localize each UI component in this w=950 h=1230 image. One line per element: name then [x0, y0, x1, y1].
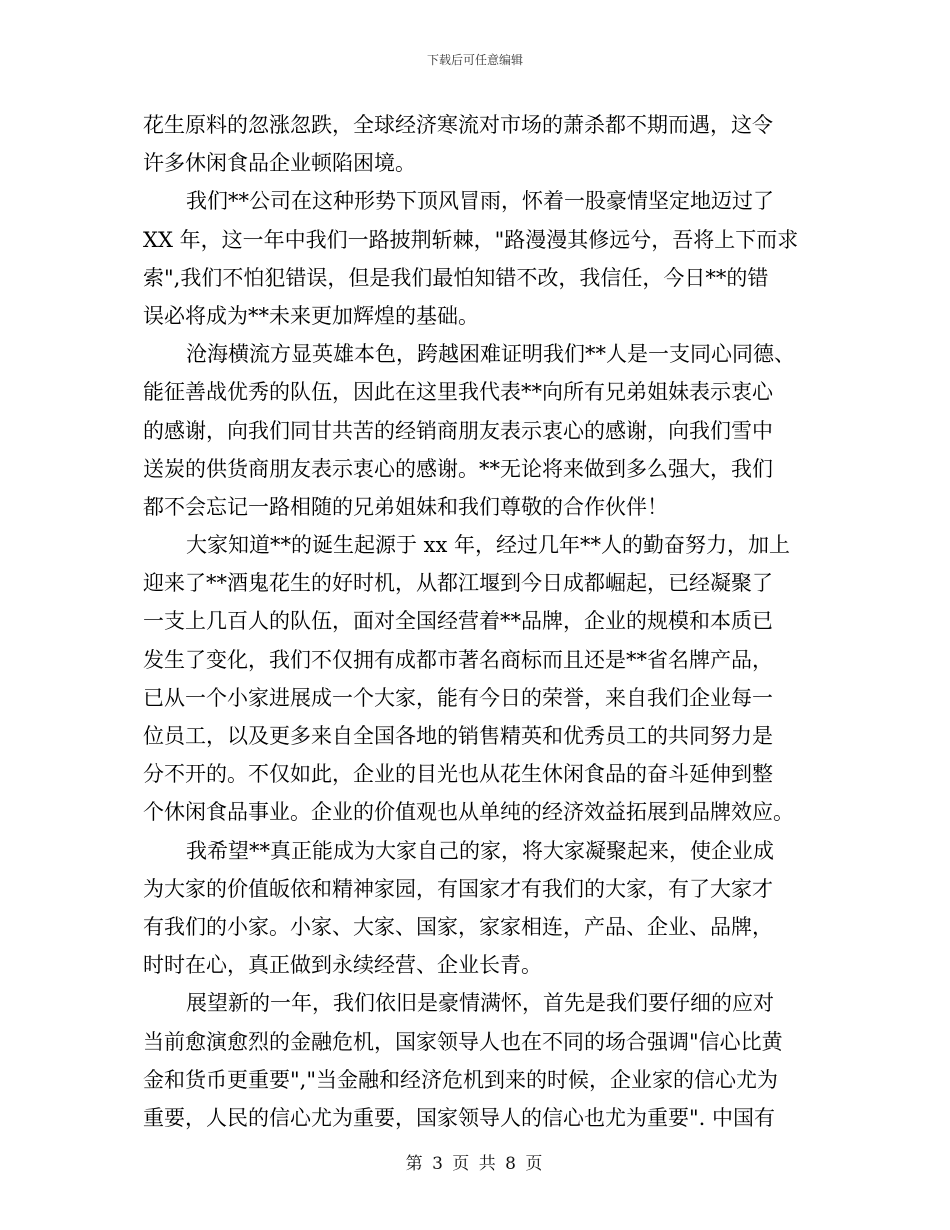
text-line: 我希望**真正能成为大家自己的家，将大家凝聚起来，使企业成 — [186, 838, 774, 863]
text-line: 沧海横流方显英雄本色，跨越困难证明我们**人是一支同心同德、 — [186, 342, 795, 367]
text-line: 索",我们不怕犯错误，但是我们最怕知错不改，我信任，今日**的错 — [143, 265, 769, 290]
text-line: 许多休闲食品企业顿陷困境。 — [143, 151, 416, 176]
text-line: 能征善战优秀的队伍，因此在这里我代表**向所有兄弟姐妹表示衷心 — [143, 380, 773, 405]
text-line: 个休闲食品事业。企业的价值观也从单纯的经济效益拓展到品牌效应。 — [143, 800, 794, 825]
text-line: 金和货币更重要","当金融和经济危机到来的时候，企业家的信心尤为 — [143, 1067, 778, 1092]
page-header: 下载后可任意编辑 — [426, 53, 523, 67]
text-line: 都不会忘记一路相随的兄弟姐妹和我们尊敬的合作伙伴！ — [143, 494, 668, 519]
document-body — [143, 106, 811, 1137]
text-line: 展望新的一年，我们依旧是豪情满怀，首先是我们要仔细的应对 — [186, 991, 774, 1016]
text-line: 重要，人民的信心尤为重要，国家领导人的信心也尤为重要". 中国有 — [143, 1105, 776, 1130]
text-line: 当前愈演愈烈的金融危机，国家领导人也在不同的场合强调"信心比黄 — [143, 1029, 783, 1054]
text-line: 我们**公司在这种形势下顶风冒雨，怀着一股豪情坚定地迈过了 — [186, 189, 774, 214]
text-line: 误必将成为**未来更加辉煌的基础。 — [143, 303, 479, 328]
text-line: 花生原料的忽涨忽跌，全球经济寒流对市场的萧杀都不期而遇，这令 — [143, 113, 773, 137]
text-line: 发生了变化，我们不仅拥有成都市著名商标而且还是**省名牌产品， — [143, 647, 773, 672]
text-line: 已从一个小家进展成一个大家，能有今日的荣誉，来自我们企业每一 — [143, 685, 773, 710]
text-line: 位员工，以及更多来自全国各地的销售精英和优秀员工的共同努力是 — [143, 724, 773, 748]
text-line: 有我们的小家。小家、大家、国家，家家相连，产品、企业、品牌， — [143, 914, 773, 939]
text-line: 大家知道**的诞生起源于 xx 年，经过几年**人的勤奋努力，加上 — [186, 533, 791, 558]
text-line: XX 年，这一年中我们一路披荆斩棘，"路漫漫其修远兮，吾将上下而求 — [143, 227, 799, 252]
text-line: 迎来了**酒鬼花生的好时机，从都江堰到今日成都崛起，已经凝聚了 — [143, 571, 773, 596]
text-line: 时时在心，真正做到永续经营、企业长青。 — [143, 953, 542, 978]
text-line: 为大家的价值皈依和精神家园，有国家才有我们的大家，有了大家才 — [143, 876, 773, 901]
text-line: 送炭的供货商朋友表示衷心的感谢。**无论将来做到多么强大，我们 — [143, 456, 773, 481]
page-number: 第 3 页 共 8 页 — [405, 1154, 545, 1174]
text-line: 分不开的。不仅如此，企业的目光也从花生休闲食品的奋斗延伸到整 — [143, 762, 773, 787]
text-line: 一支上几百人的队伍，面对全国经营着**品牌，企业的规模和本质已 — [143, 609, 773, 634]
text-line: 的感谢，向我们同甘共苦的经销商朋友表示衷心的感谢，向我们雪中 — [143, 418, 773, 443]
